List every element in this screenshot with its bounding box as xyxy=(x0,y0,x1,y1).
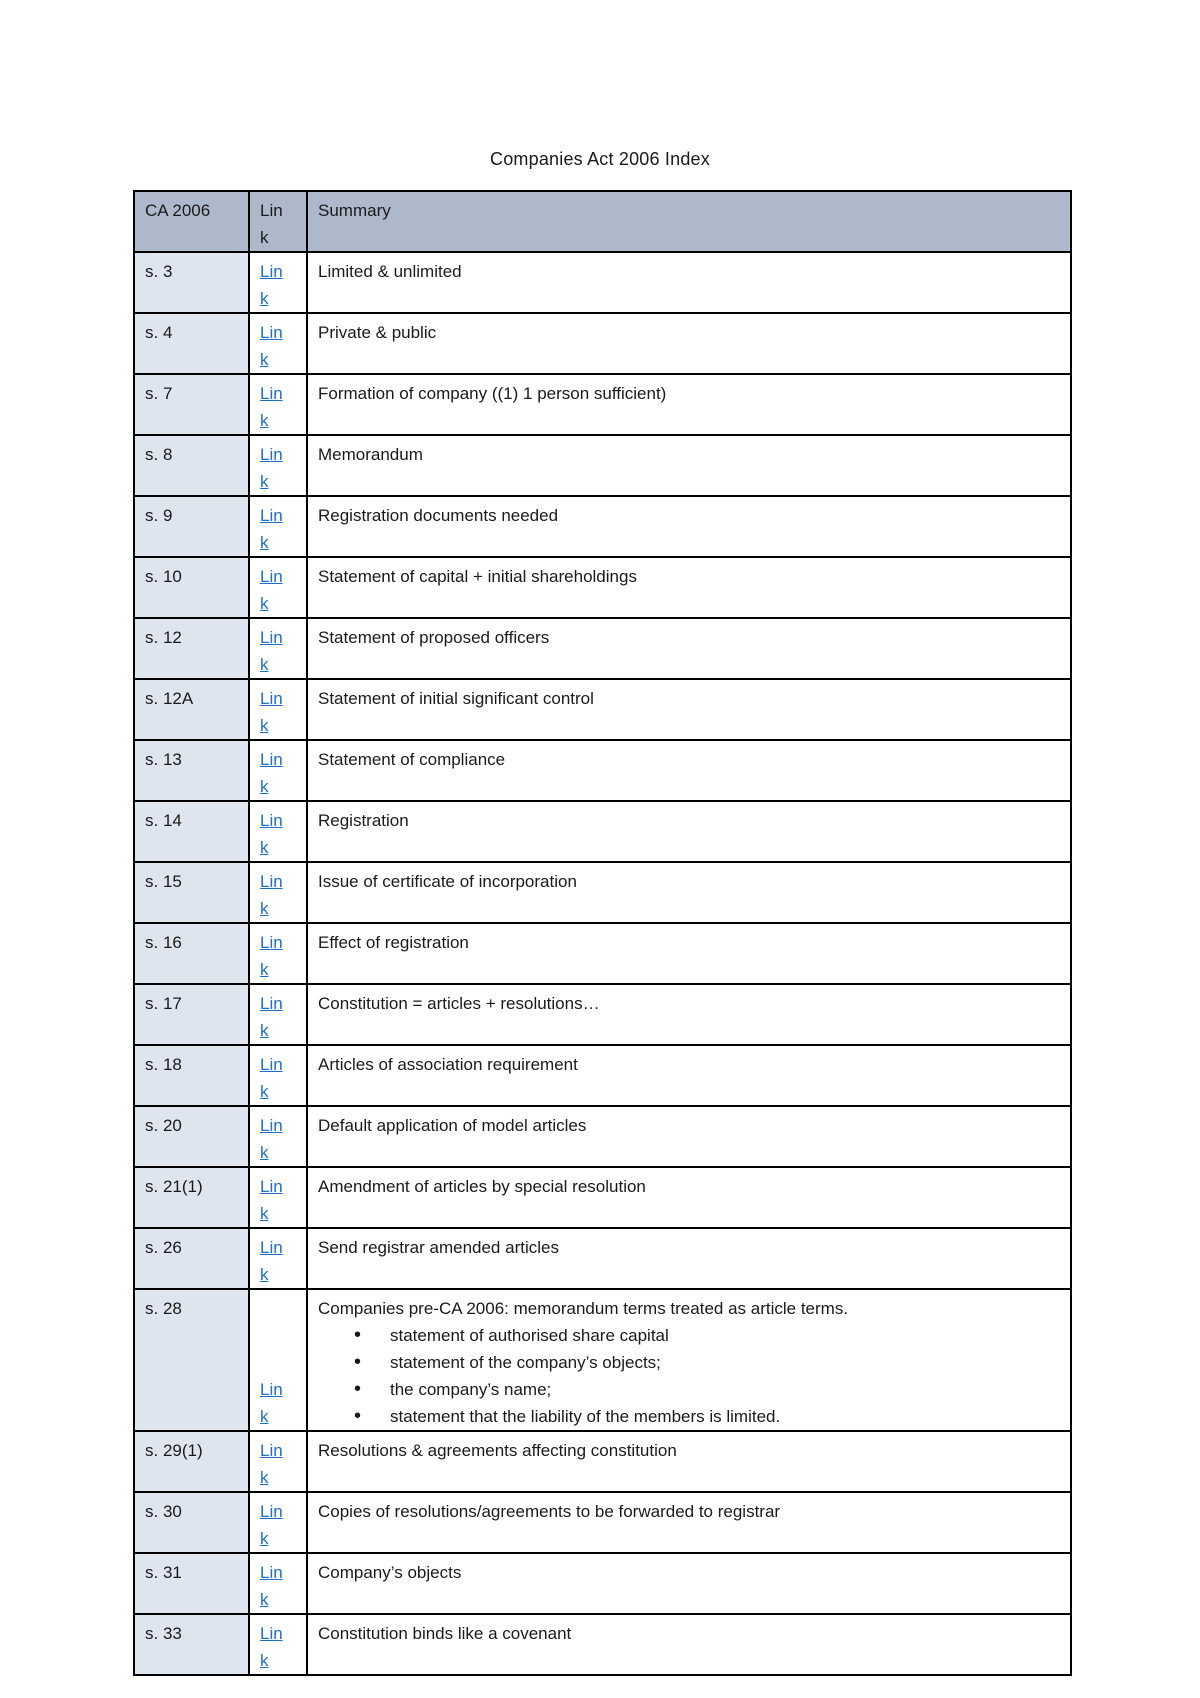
link-cell xyxy=(249,740,307,801)
summary-cell xyxy=(307,374,1071,435)
link-cell xyxy=(249,1553,307,1614)
summary-cell xyxy=(307,435,1071,496)
table-row xyxy=(134,618,1071,679)
section-cell: s. 8 xyxy=(134,435,249,496)
page-title: Companies Act 2006 Index xyxy=(490,149,710,169)
summary-text: Private & public xyxy=(318,323,437,342)
link-cell xyxy=(249,313,307,374)
summary-text: Constitution binds like a covenant xyxy=(318,1624,572,1643)
section-link[interactable]: Link xyxy=(260,689,283,735)
section-link[interactable]: Link xyxy=(260,262,283,308)
section-link[interactable]: Link xyxy=(260,1563,283,1609)
section-link[interactable]: Link xyxy=(260,384,283,430)
section-cell: s. 29(1) xyxy=(134,1431,249,1492)
summary-cell xyxy=(307,1431,1071,1492)
summary-cell xyxy=(307,923,1071,984)
summary-cell xyxy=(307,1492,1071,1553)
section-cell: s. 14 xyxy=(134,801,249,862)
section-link[interactable]: Link xyxy=(260,1116,283,1162)
section-link[interactable]: Link xyxy=(260,1502,283,1548)
summary-cell xyxy=(307,1045,1071,1106)
summary-cell xyxy=(307,801,1071,862)
summary-text: Amendment of articles by special resolution xyxy=(318,1177,646,1196)
summary-cell xyxy=(307,313,1071,374)
table-row xyxy=(134,923,1071,984)
section-cell: s. 12A xyxy=(134,679,249,740)
link-cell xyxy=(249,557,307,618)
summary-text: Registration documents needed xyxy=(318,506,559,525)
summary-text: Formation of company ((1) 1 person sufficient) xyxy=(318,384,667,403)
bullet-list xyxy=(318,1322,1062,1430)
header-summary: Summary xyxy=(307,191,1071,252)
summary-cell xyxy=(307,1167,1071,1228)
bullet-item: • statement that the liability of the members is limited. xyxy=(390,1403,1062,1430)
link-cell xyxy=(249,374,307,435)
table-row xyxy=(134,679,1071,740)
table-row xyxy=(134,1228,1071,1289)
link-cell xyxy=(249,923,307,984)
link-cell xyxy=(249,1167,307,1228)
link-cell xyxy=(249,618,307,679)
table-row xyxy=(134,1289,1071,1431)
summary-cell xyxy=(307,1553,1071,1614)
summary-cell xyxy=(307,252,1071,313)
table-row xyxy=(134,435,1071,496)
summary-text: Limited & unlimited xyxy=(318,262,462,281)
summary-text: Company’s objects xyxy=(318,1563,462,1582)
summary-text: Articles of association requirement xyxy=(318,1055,578,1074)
section-link[interactable]: Link xyxy=(260,323,283,369)
summary-text: Statement of capital + initial shareholdings xyxy=(318,567,637,586)
section-cell: s. 16 xyxy=(134,923,249,984)
summary-cell xyxy=(307,740,1071,801)
table-row xyxy=(134,1106,1071,1167)
section-link[interactable]: Link xyxy=(260,506,283,552)
table-row xyxy=(134,1492,1071,1553)
link-cell xyxy=(249,801,307,862)
link-cell xyxy=(249,679,307,740)
section-link[interactable]: Link xyxy=(260,1380,283,1426)
summary-cell xyxy=(307,618,1071,679)
section-link[interactable]: Link xyxy=(260,1055,283,1101)
bullet-item: • statement of authorised share capital xyxy=(390,1322,1062,1349)
summary-text: Memorandum xyxy=(318,445,423,464)
link-cell xyxy=(249,1045,307,1106)
table-row xyxy=(134,740,1071,801)
section-cell: s. 20 xyxy=(134,1106,249,1167)
summary-cell xyxy=(307,984,1071,1045)
table-row xyxy=(134,1614,1071,1675)
section-link[interactable]: Link xyxy=(260,872,283,918)
section-cell: s. 3 xyxy=(134,252,249,313)
section-link[interactable]: Link xyxy=(260,628,283,674)
section-link[interactable]: Link xyxy=(260,811,283,857)
header-section: CA 2006 xyxy=(134,191,249,252)
summary-text: Effect of registration xyxy=(318,933,469,952)
summary-cell xyxy=(307,496,1071,557)
summary-text: Constitution = articles + resolutions… xyxy=(318,994,600,1013)
section-cell: s. 28 xyxy=(134,1289,249,1431)
section-cell: s. 10 xyxy=(134,557,249,618)
bullet-item: • the company’s name; xyxy=(390,1376,1062,1403)
table-row xyxy=(134,496,1071,557)
summary-cell xyxy=(307,862,1071,923)
link-cell xyxy=(249,1614,307,1675)
summary-cell xyxy=(307,1228,1071,1289)
table-row xyxy=(134,313,1071,374)
summary-cell xyxy=(307,1106,1071,1167)
section-cell: s. 26 xyxy=(134,1228,249,1289)
section-link[interactable]: Link xyxy=(260,750,283,796)
table-row xyxy=(134,984,1071,1045)
section-cell: s. 13 xyxy=(134,740,249,801)
table-row xyxy=(134,252,1071,313)
summary-text: Statement of initial significant control xyxy=(318,689,594,708)
section-cell: s. 7 xyxy=(134,374,249,435)
section-link[interactable]: Link xyxy=(260,1238,283,1284)
table-row xyxy=(134,374,1071,435)
link-cell xyxy=(249,1431,307,1492)
section-cell: s. 30 xyxy=(134,1492,249,1553)
table-row xyxy=(134,1431,1071,1492)
section-cell: s. 12 xyxy=(134,618,249,679)
section-cell: s. 21(1) xyxy=(134,1167,249,1228)
summary-text: Send registrar amended articles xyxy=(318,1238,559,1257)
summary-text: Issue of certificate of incorporation xyxy=(318,872,577,891)
summary-text: Registration xyxy=(318,811,409,830)
section-link[interactable]: Link xyxy=(260,994,283,1040)
link-cell xyxy=(249,496,307,557)
link-cell xyxy=(249,435,307,496)
summary-text: Copies of resolutions/agreements to be forwarded to registrar xyxy=(318,1502,781,1521)
section-cell: s. 18 xyxy=(134,1045,249,1106)
section-link[interactable]: Link xyxy=(260,445,283,491)
table-row xyxy=(134,862,1071,923)
section-link[interactable]: Link xyxy=(260,1624,283,1670)
section-link[interactable]: Link xyxy=(260,1177,283,1223)
link-cell xyxy=(249,1492,307,1553)
summary-cell xyxy=(307,1614,1071,1675)
section-cell: s. 33 xyxy=(134,1614,249,1675)
table-row xyxy=(134,1167,1071,1228)
link-cell xyxy=(249,1289,307,1431)
section-cell: s. 31 xyxy=(134,1553,249,1614)
section-link[interactable]: Link xyxy=(260,933,283,979)
link-cell xyxy=(249,1228,307,1289)
summary-text: Statement of proposed officers xyxy=(318,628,550,647)
section-cell: s. 9 xyxy=(134,496,249,557)
link-cell xyxy=(249,1106,307,1167)
section-cell: s. 15 xyxy=(134,862,249,923)
section-link[interactable]: Link xyxy=(260,567,283,613)
table-row xyxy=(134,801,1071,862)
link-cell xyxy=(249,862,307,923)
summary-cell xyxy=(307,1289,1071,1431)
summary-text: Default application of model articles xyxy=(318,1116,587,1135)
table-row xyxy=(134,1045,1071,1106)
summary-cell xyxy=(307,557,1071,618)
summary-cell xyxy=(307,679,1071,740)
link-cell xyxy=(249,984,307,1045)
table-header-row xyxy=(134,191,1071,252)
section-cell: s. 4 xyxy=(134,313,249,374)
summary-text: Statement of compliance xyxy=(318,750,506,769)
summary-text: Resolutions & agreements affecting constitution xyxy=(318,1441,677,1460)
header-link: Link xyxy=(249,191,307,252)
link-cell xyxy=(249,252,307,313)
table-row xyxy=(134,1553,1071,1614)
section-link[interactable]: Link xyxy=(260,1441,283,1487)
index-table xyxy=(133,190,1072,1676)
table-row xyxy=(134,557,1071,618)
summary-text: Companies pre-CA 2006: memorandum terms treated as article terms. xyxy=(318,1299,849,1318)
bullet-item: • statement of the company’s objects; xyxy=(390,1349,1062,1376)
section-cell: s. 17 xyxy=(134,984,249,1045)
